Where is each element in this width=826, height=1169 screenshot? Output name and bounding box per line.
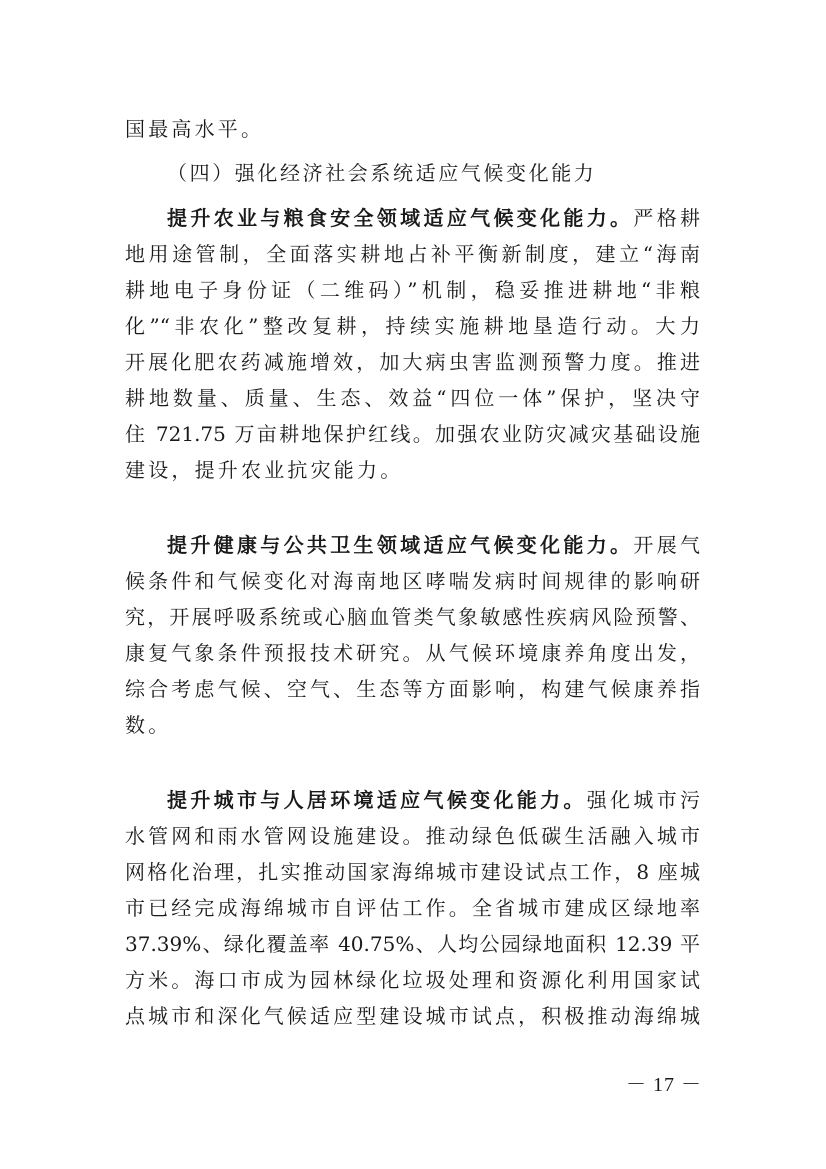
text-line: 耕地电子身份证（二维码）”机制，稳妥推进耕地“非粮 — [125, 278, 700, 302]
paragraph-3-first-rest: 强化城市污 — [586, 788, 701, 812]
text-line: 数。 — [125, 713, 172, 737]
paragraph-2-first-rest: 开展气 — [633, 533, 701, 557]
paragraph-2-lead: 提升健康与公共卫生领域适应气候变化能力。 — [167, 533, 634, 557]
text-line: 康复气象条件预报技术研究。从气候环境康养角度出发， — [125, 641, 700, 665]
text-line: 网格化治理，扎实推动国家海绵城市建设试点工作，8 座城 — [125, 860, 700, 884]
text-line: 地用途管制，全面落实耕地占补平衡新制度，建立“海南 — [125, 242, 700, 266]
paragraph-1-first-line — [167, 205, 700, 231]
text-line: 综合考虑气候、空气、生态等方面影响，构建气候康养指 — [125, 677, 700, 701]
text-line: 开展化肥农药减施增效，加大病虫害监测预警力度。推进 — [125, 350, 700, 374]
paragraph-1-first-rest: 严格耕 — [633, 206, 701, 230]
text-line: 市已经完成海绵城市自评估工作。全省城市建成区绿地率 — [125, 896, 700, 920]
text-line: 国最高水平。 — [125, 117, 265, 141]
section-heading: （四）强化经济社会系统适应气候变化能力 — [167, 161, 597, 185]
text-line: 37.39%、绿化覆盖率 40.75%、人均公园绿地面积 12.39 平 — [125, 932, 700, 956]
text-line: 化”“非农化”整改复耕，持续实施耕地垦造行动。大力 — [125, 314, 700, 338]
text-line: 方米。海口市成为园林绿化垃圾处理和资源化利用国家试 — [125, 968, 700, 992]
paragraph-2-first-line — [167, 532, 700, 558]
paragraph-3-first-line — [167, 787, 700, 813]
text-line: 点城市和深化气候适应型建设城市试点，积极推动海绵城 — [125, 1004, 700, 1028]
text-line: 建设，提升农业抗灾能力。 — [125, 458, 404, 482]
text-line: 究，开展呼吸系统或心脑血管类气象敏感性疾病风险预警、 — [125, 605, 700, 629]
paragraph-3-lead: 提升城市与人居环境适应气候变化能力。 — [167, 788, 587, 812]
text-line: 耕地数量、质量、生态、效益“四位一体”保护，坚决守 — [125, 386, 700, 410]
page-number: － 17 － — [626, 1074, 702, 1096]
text-line: 候条件和气候变化对海南地区哮喘发病时间规律的影响研 — [125, 569, 700, 593]
text-line: 水管网和雨水管网设施建设。推动绿色低碳生活融入城市 — [125, 824, 700, 848]
text-line: 住 721.75 万亩耕地保护红线。加强农业防灾减灾基础设施 — [125, 422, 700, 446]
paragraph-1-lead: 提升农业与粮食安全领域适应气候变化能力。 — [167, 206, 634, 230]
